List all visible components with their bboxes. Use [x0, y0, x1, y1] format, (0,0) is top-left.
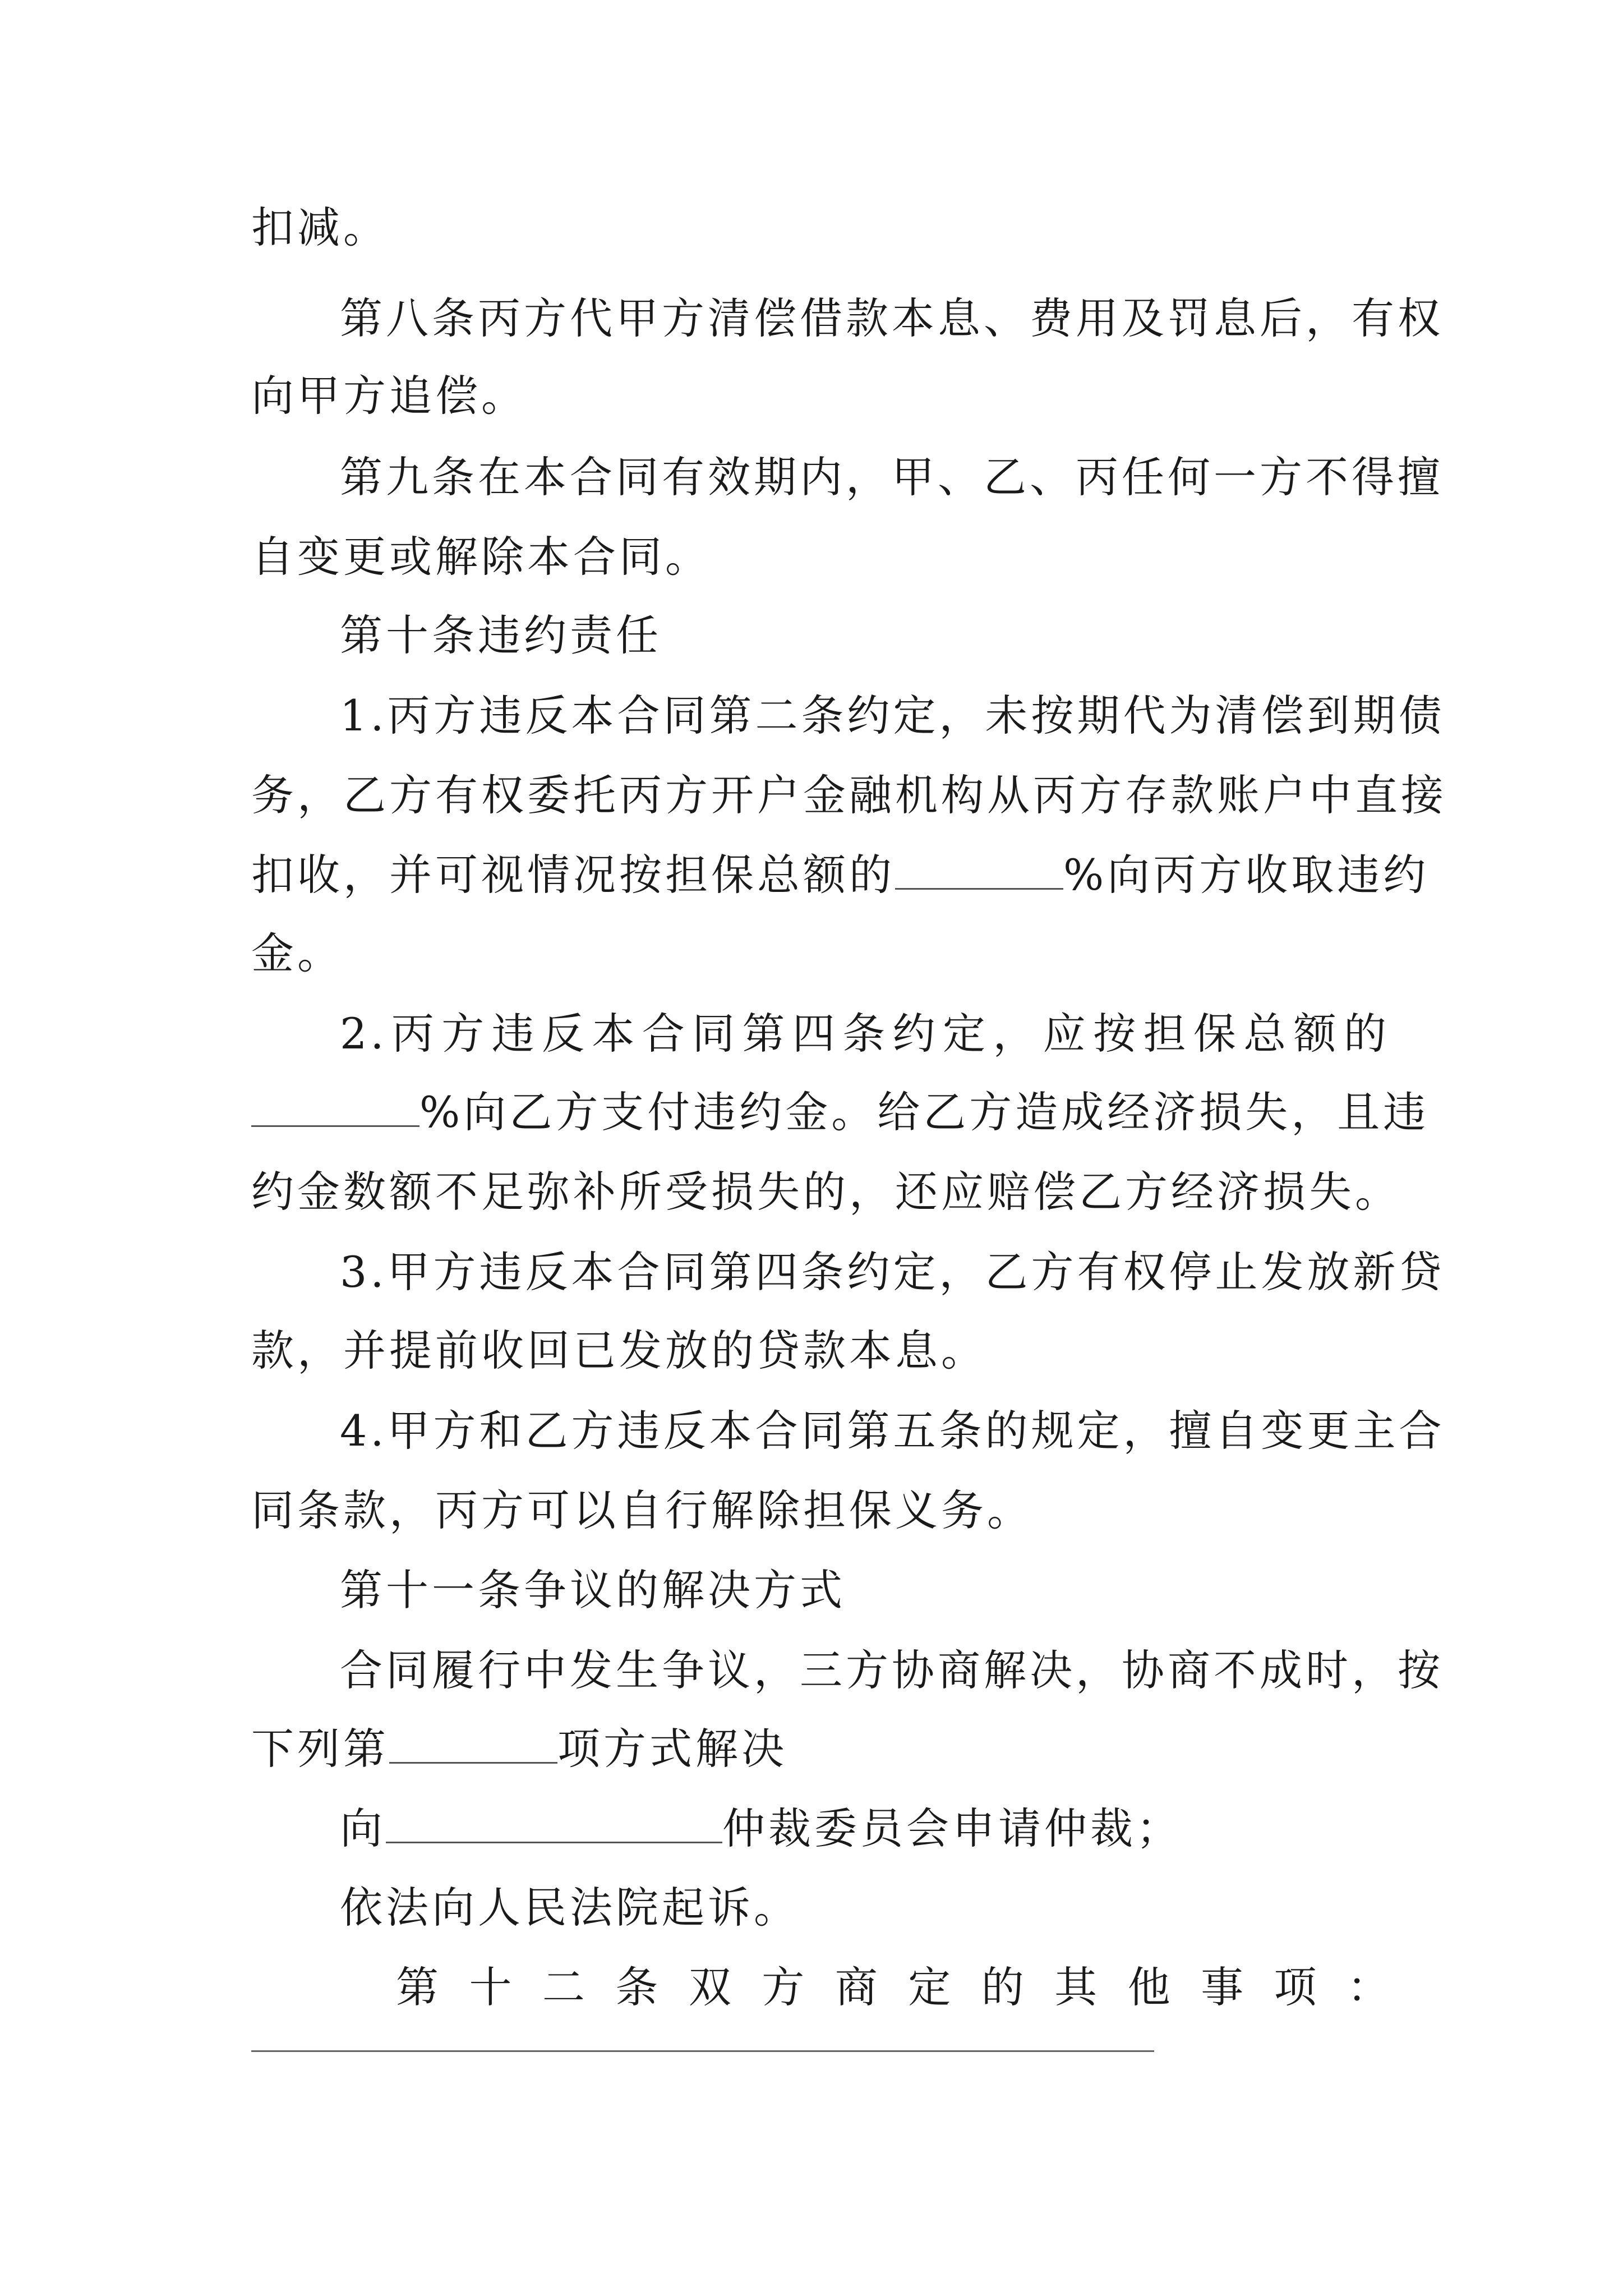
article-8-line-1: 第八条丙方代甲方清偿借款本息、费用及罚息后，有权: [340, 293, 1444, 343]
clause-10-1-line-3: [251, 848, 1430, 902]
clause-10-2-line-2: [251, 1085, 1430, 1139]
article-11-line-1: 合同履行中发生争议，三方协商解决，协商不成时，按: [340, 1645, 1444, 1695]
clause-10-1-line-1: 1.丙方违反本合同第二条约定，未按期代为清偿到期债: [340, 691, 1445, 740]
clause-10-1-line-4: 金。: [251, 928, 343, 978]
resolution-option-blank[interactable]: [389, 1726, 557, 1764]
article-9-line-1: 第九条在本合同有效期内，甲、乙、丙任何一方不得擅: [340, 452, 1444, 502]
article-11-line-2: [251, 1722, 1390, 1776]
other-matters-blank-line[interactable]: [251, 2050, 1154, 2052]
clause-10-2-line-1: 2.丙方违反本合同第四条约定，应按担保总额的: [340, 1009, 1390, 1059]
clause-10-1-line-2: 务，乙方有权委托丙方开户金融机构从丙方存款账户中直接: [251, 770, 1447, 820]
text-line-deduction: 扣减。: [251, 203, 389, 252]
arbitration-text-a: 向: [340, 1803, 386, 1853]
arbitration-option: [340, 1802, 1390, 1856]
clause-10-2-text: %向乙方支付违约金。给乙方造成经济损失，且违: [419, 1087, 1430, 1137]
arbitration-commission-blank[interactable]: [386, 1806, 722, 1843]
article-9-line-2: 自变更或解除本合同。: [251, 532, 711, 582]
clause-10-4-line-2: 同条款，丙方可以自行解除担保义务。: [251, 1485, 1033, 1535]
clause-10-3-line-2: 款，并提前收回已发放的贷款本息。: [251, 1326, 987, 1375]
article-11-text-a: 下列第: [251, 1724, 389, 1774]
clause-10-3-line-1: 3.甲方违反本合同第四条约定，乙方有权停止发放新贷: [340, 1247, 1445, 1297]
clause-10-1-text-a: 扣收，并可视情况按担保总额的: [251, 850, 895, 900]
penalty-rate-blank-1[interactable]: [895, 852, 1063, 890]
clause-10-1-text-b: %向丙方收取违约: [1063, 850, 1430, 900]
penalty-rate-blank-2[interactable]: [251, 1089, 419, 1127]
article-11-text-b: 项方式解决: [557, 1724, 787, 1774]
arbitration-text-b: 仲裁委员会申请仲裁；: [722, 1803, 1182, 1853]
article-10-heading: 第十条违约责任: [340, 610, 662, 660]
litigation-option: 依法向人民法院起诉。: [340, 1883, 800, 1932]
clause-10-4-line-1: 4.甲方和乙方违反本合同第五条的规定，擅自变更主合: [340, 1406, 1445, 1456]
clause-10-2-line-3: 约金数额不足弥补所受损失的，还应赔偿乙方经济损失。: [251, 1167, 1401, 1217]
article-11-heading: 第十一条争议的解决方式: [340, 1565, 846, 1615]
article-12-heading: 第十二条双方商定的其他事项：: [396, 1962, 1390, 2012]
article-8-line-2: 向甲方追偿。: [251, 371, 527, 421]
